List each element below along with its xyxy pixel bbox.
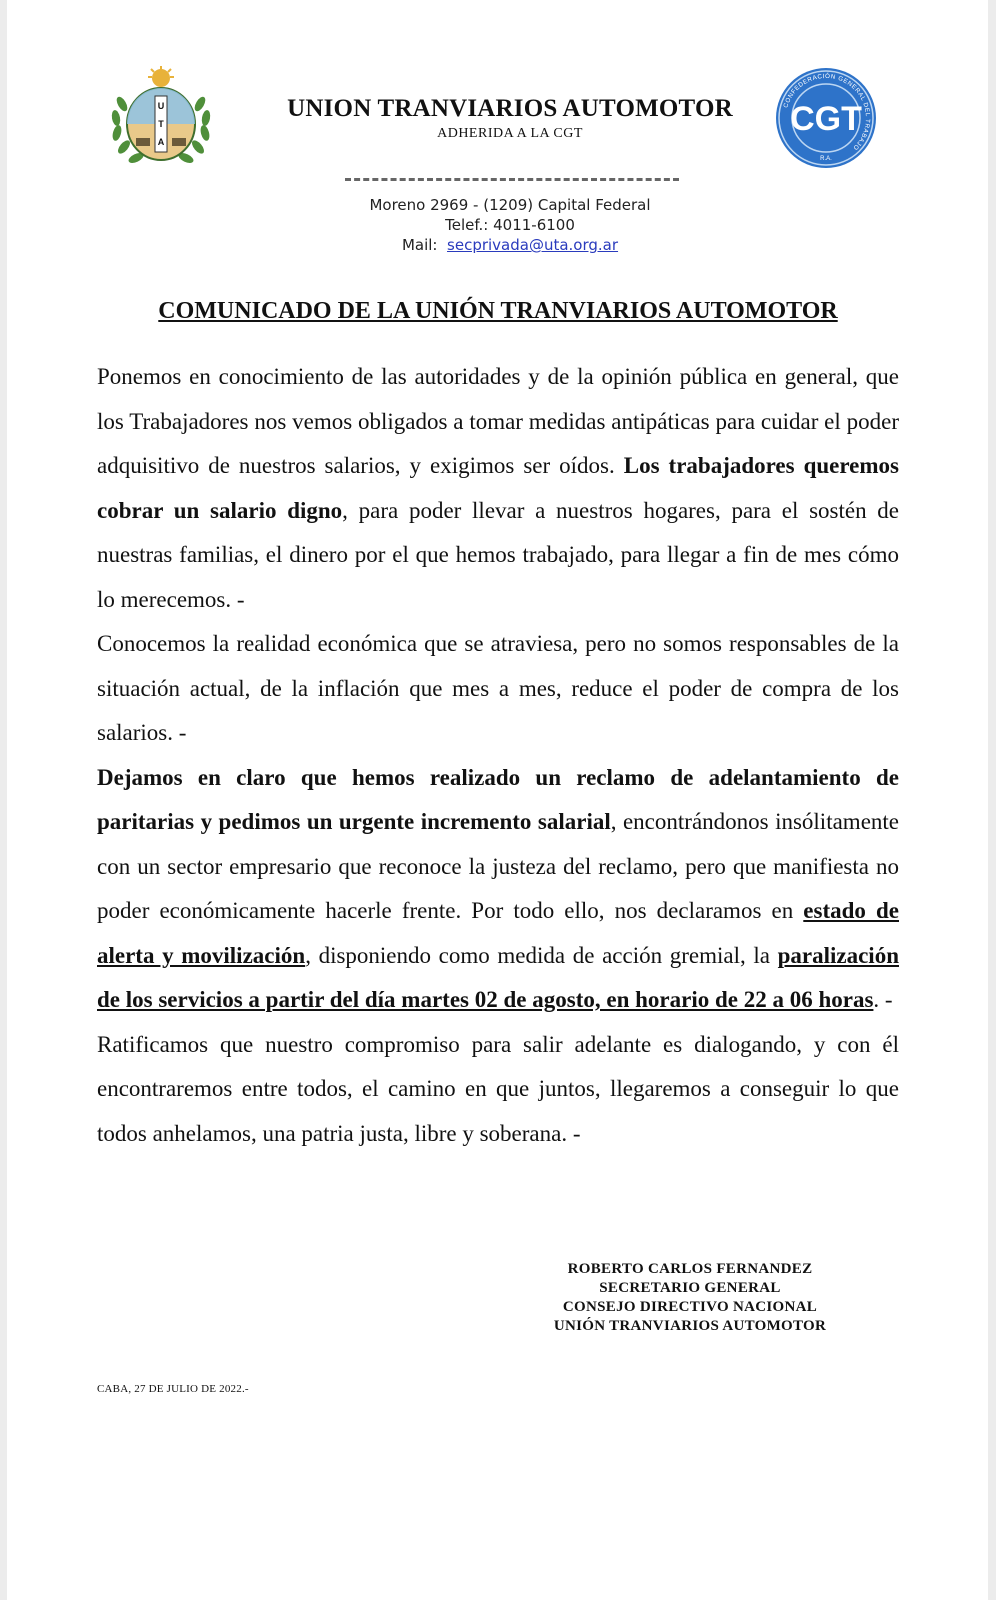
paragraph-3-text-d: , disponiendo como medida de acción gremial, la bbox=[305, 942, 778, 968]
paragraph-3-text-f: . - bbox=[873, 987, 893, 1012]
page-edge-left bbox=[0, 0, 7, 1600]
communique-body bbox=[97, 355, 899, 1156]
signatory-council: CONSEJO DIRECTIVO NACIONAL bbox=[562, 1299, 818, 1315]
mail-label: Mail: bbox=[401, 236, 438, 254]
org-title: UNION TRANVIARIOS AUTOMOTOR bbox=[287, 95, 733, 122]
cgt-logo-initials: CGT bbox=[790, 100, 862, 138]
page-edge-right bbox=[988, 0, 996, 1600]
paragraph-2: Conocemos la realidad económica que se atraviesa, pero no somos responsables de la situación actual, de la inflación que mes a mes, reduce el poder de compra de los salarios. - bbox=[97, 631, 899, 745]
strike-schedule-emphasis: paralización de los servicios a partir del día martes 02 de agosto, en horario de 22 a 06 horas bbox=[97, 942, 899, 1012]
signatory-name: ROBERTO CARLOS FERNANDEZ bbox=[567, 1261, 813, 1277]
uta-logo-letter-t: T bbox=[158, 119, 164, 129]
uta-logo-letter-u: U bbox=[157, 101, 165, 111]
signatory-role: SECRETARIO GENERAL bbox=[599, 1280, 781, 1296]
dashed-separator bbox=[345, 178, 679, 181]
paragraph-4: Ratificamos que nuestro compromiso para salir adelante es dialogando, y con él encontraremos entre todos, el camino en que juntos, llegaremos a conseguir lo que todos anhelamos, una patria justa, libre y soberana. - bbox=[97, 1031, 899, 1146]
document-heading: COMUNICADO DE LA UNIÓN TRANVIARIOS AUTOMOTOR bbox=[158, 298, 838, 324]
address-line: Moreno 2969 - (1209) Capital Federal bbox=[369, 196, 651, 214]
alert-status-emphasis: estado de alerta y movilización bbox=[97, 898, 899, 968]
cgt-logo bbox=[774, 66, 878, 170]
uta-logo-letter-a: A bbox=[157, 137, 165, 147]
mail-link[interactable]: secprivada@uta.org.ar bbox=[447, 236, 619, 254]
cgt-logo-ra: R.A. bbox=[820, 156, 832, 162]
paragraph-3-text-b: , encontrándonos insólitamente con un sector empresario que reconoce la justeza del reclamo, pero que manifiesta no poder económicamente hacerle frente. Por todo ello, nos declaramos en bbox=[97, 809, 899, 923]
signatory-org: UNIÓN TRANVIARIOS AUTOMOTOR bbox=[553, 1318, 827, 1334]
paragraph-1-bold: Los trabajadores queremos cobrar un salario digno bbox=[97, 453, 899, 523]
document-date: CABA, 27 DE JULIO DE 2022.- bbox=[97, 1383, 249, 1395]
paragraph-3 bbox=[97, 756, 899, 1023]
cgt-logo-ring-text: CONFEDERACIÓN GENERAL DEL TRABAJO bbox=[782, 72, 872, 152]
phone-line: Telef.: 4011-6100 bbox=[445, 216, 575, 234]
uta-logo-letters bbox=[158, 101, 165, 147]
uta-logo bbox=[108, 66, 214, 172]
paragraph-1 bbox=[97, 355, 899, 622]
org-subtitle: ADHERIDA A LA CGT bbox=[437, 126, 583, 141]
mail-line bbox=[260, 236, 760, 254]
paragraph-1-text-c: , para poder llevar a nuestros hogares, para el sostén de nuestras familias, el dinero por el que hemos trabajado, para llegar a fin de mes cómo lo merecemos. - bbox=[97, 497, 899, 612]
paragraph-1-text-a: Ponemos en conocimiento de las autoridades y de la opinión pública en general, que los Trabajadores nos vemos obligados a tomar medidas antipáticas para cuidar el poder adquisitivo de nuestros salarios, y exigimos ser oídos. bbox=[97, 364, 899, 478]
uta-logo-sun bbox=[148, 66, 174, 87]
paragraph-3-bold: Dejamos en claro que hemos realizado un reclamo de adelantamiento de paritarias y pedimos un urgente incremento salarial bbox=[97, 764, 899, 834]
signature-block bbox=[520, 1260, 860, 1336]
